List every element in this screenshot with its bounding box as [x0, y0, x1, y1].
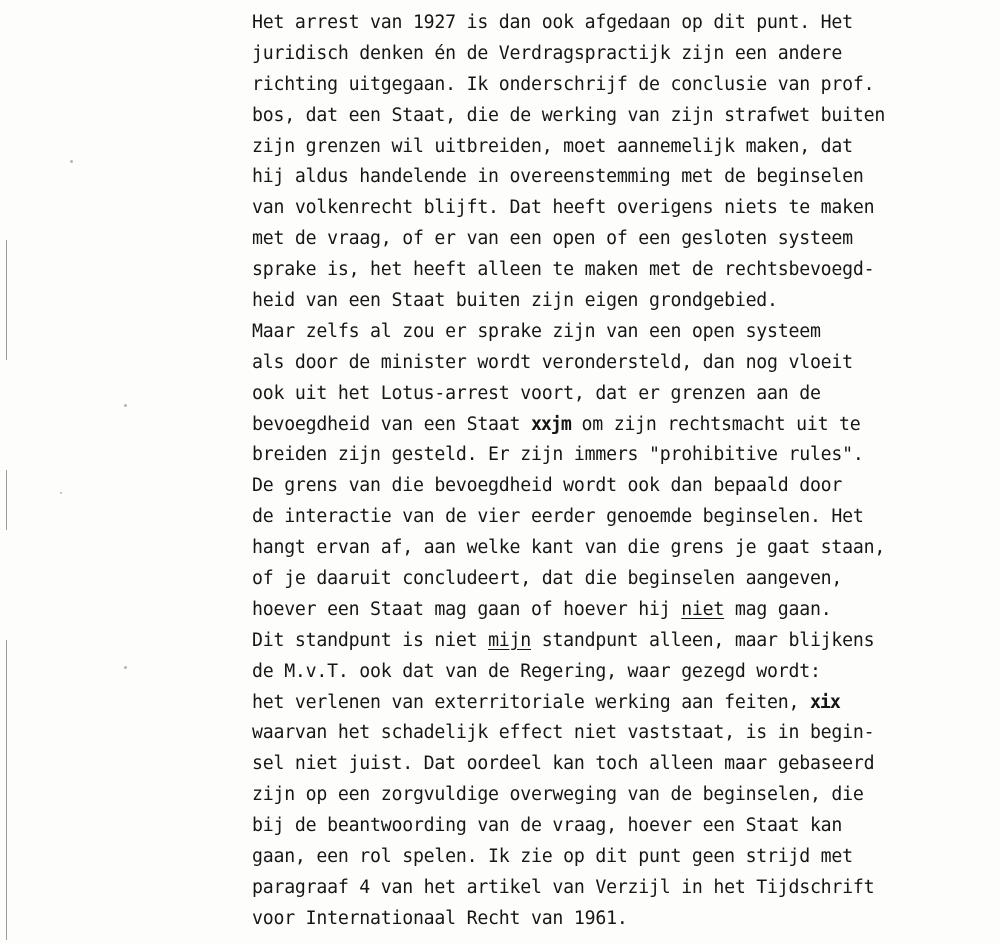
text-line: [252, 749, 992, 780]
text-segment: de interactie van de vier eerder genoemde beginselen. Het: [252, 506, 864, 528]
text-segment: ook uit het Lotus-arrest voort, dat er grenzen aan de: [252, 382, 821, 404]
text-segment: breiden zijn gesteld. Er zijn immers "prohibitive rules".: [252, 444, 864, 466]
struck-out-text: xix: [809, 691, 840, 713]
text-line: [252, 626, 992, 657]
text-segment: mag gaan.: [724, 598, 832, 620]
text-line: [252, 255, 992, 286]
text-line: [252, 564, 992, 595]
text-line: [252, 688, 992, 719]
text-segment: hangt ervan af, aan welke kant van die grens je gaat staan,: [252, 537, 886, 559]
text-segment: bos, dat een Staat, die de werking van zijn strafwet buiten: [252, 104, 886, 126]
text-line: [252, 224, 992, 255]
margin-speck: [70, 160, 73, 163]
text-segment: De grens van die bevoegdheid wordt ook dan bepaald door: [252, 475, 843, 497]
text-segment: sel niet juist. Dat oordeel kan toch alleen maar gebaseerd: [252, 753, 875, 775]
text-line: [252, 8, 992, 39]
struck-out-text: xxjm: [530, 413, 571, 435]
margin-scan-mark: [6, 640, 7, 940]
text-line: [252, 780, 992, 811]
typewritten-text-block: [252, 8, 992, 935]
text-line: [252, 471, 992, 502]
text-segment: van volkenrecht blijft. Dat heeft overigens niets te maken: [252, 197, 875, 219]
text-line: [252, 811, 992, 842]
text-segment: zijn grenzen wil uitbreiden, moet aannemelijk maken, dat: [252, 135, 853, 157]
text-segment: standpunt alleen, maar blijkens: [530, 629, 875, 651]
text-segment: hoever een Staat mag gaan of hoever hij: [252, 598, 682, 620]
text-line: [252, 842, 992, 873]
text-segment: Dit standpunt is niet: [252, 629, 489, 651]
text-line: [252, 162, 992, 193]
text-line: [252, 317, 992, 348]
text-line: [252, 502, 992, 533]
text-segment: paragraaf 4 van het artikel van Verzijl in het Tijdschrift: [252, 876, 875, 898]
text-line: [252, 101, 992, 132]
margin-speck: [124, 404, 127, 407]
underlined-word: mijn: [488, 629, 531, 651]
text-segment: heid van een Staat buiten zijn eigen grondgebied.: [252, 290, 778, 312]
text-segment: bevoegdheid van een Staat: [252, 413, 531, 435]
text-line: [252, 348, 992, 379]
text-line: [252, 410, 992, 441]
margin-scan-mark: [6, 470, 7, 530]
text-line: [252, 657, 992, 688]
text-segment: gaan, een rol spelen. Ik zie op dit punt geen strijd met: [252, 846, 853, 868]
text-segment: met de vraag, of er van een open of een gesloten systeem: [252, 228, 853, 250]
text-segment: Het arrest van 1927 is dan ook afgedaan op dit punt. Het: [252, 12, 853, 33]
text-segment: om zijn rechtsmacht uit te: [570, 413, 861, 435]
text-line: [252, 70, 992, 101]
margin-speck: [124, 666, 127, 669]
text-line: [252, 904, 992, 935]
text-line: [252, 533, 992, 564]
text-line: [252, 595, 992, 626]
text-segment: waarvan het schadelijk effect niet vaststaat, is in begin-: [252, 722, 875, 744]
text-line: [252, 39, 992, 70]
text-line: [252, 132, 992, 163]
text-line: [252, 718, 992, 749]
text-segment: zijn op een zorgvuldige overweging van de beginselen, die: [252, 784, 864, 806]
text-line: [252, 440, 992, 471]
text-line: [252, 873, 992, 904]
text-segment: sprake is, het heeft alleen te maken met de rechtsbevoegd-: [252, 259, 875, 281]
text-segment: als door de minister wordt verondersteld, dan nog vloeit: [252, 351, 853, 373]
text-segment: of je daaruit concludeert, dat die beginselen aangeven,: [252, 568, 843, 590]
text-segment: bij de beantwoording van de vraag, hoever een Staat kan: [252, 815, 843, 837]
text-line: [252, 193, 992, 224]
text-segment: de M.v.T. ook dat van de Regering, waar gezegd wordt:: [252, 660, 821, 682]
margin-speck: [60, 492, 62, 494]
text-segment: hij aldus handelende in overeenstemming met de beginselen: [252, 166, 864, 188]
text-line: [252, 379, 992, 410]
text-segment: voor Internationaal Recht van 1961.: [252, 907, 628, 929]
text-segment: juridisch denken én de Verdragspractijk zijn een andere: [252, 42, 843, 64]
underlined-word: niet: [681, 598, 725, 620]
text-segment: het verlenen van exterritoriale werking aan feiten,: [252, 691, 810, 713]
text-segment: Maar zelfs al zou er sprake zijn van een open systeem: [252, 320, 821, 342]
text-segment: richting uitgegaan. Ik onderschrijf de conclusie van prof.: [252, 73, 875, 95]
margin-scan-mark: [6, 240, 7, 360]
text-line: [252, 286, 992, 317]
